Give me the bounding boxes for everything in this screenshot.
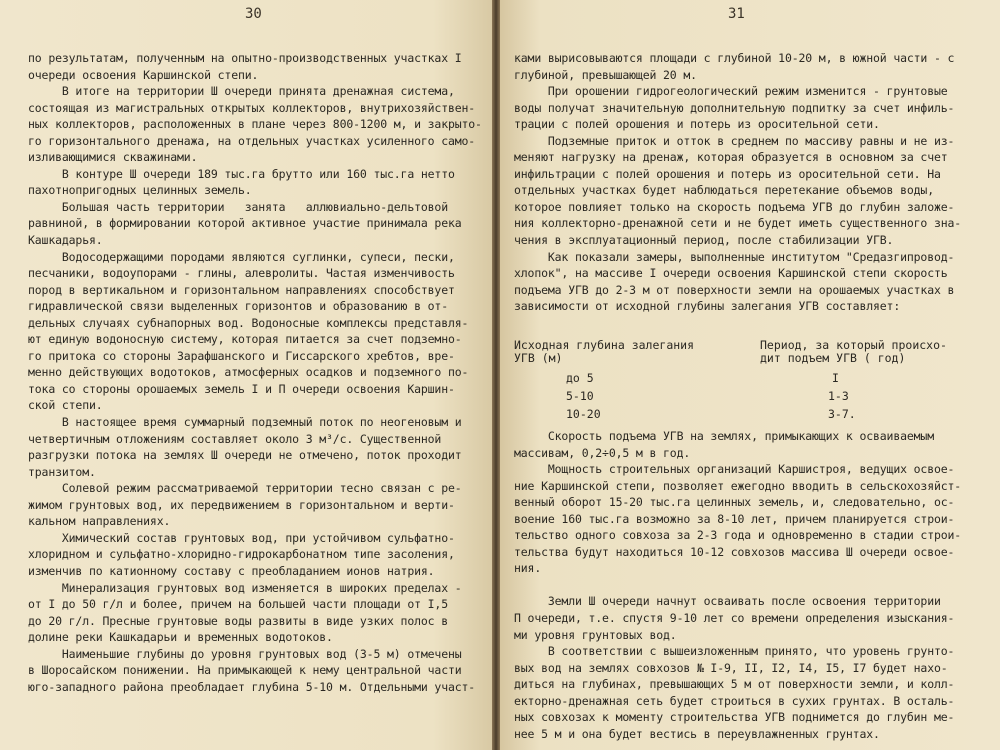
text-line: по результатам, полученным на опытно-производственных участках I <box>28 51 462 65</box>
text-line: Как показали замеры, выполненные институтом "Средазгипровод- <box>514 249 955 264</box>
text-line: жимом грунтовых вод, их передвижением в горизонтальном и верти- <box>28 497 455 512</box>
text-line: Солевой режим рассматриваемой территории тесно связан с ре- <box>28 481 462 496</box>
text-line: хлопок", на массиве I очереди освоения Каршинской степи скорость <box>514 266 948 281</box>
text-line: меняют нагрузку на дренаж, которая образуется в основном за счет <box>514 150 948 165</box>
text-line: дельных случаях субнапорных вод. Водоносные комплексы представля- <box>28 315 469 330</box>
text-line: Кашкадарья. <box>28 233 103 248</box>
text-line: ния. <box>514 561 542 576</box>
text-line: равниной, в формировании которой активное участие принимала река <box>28 216 462 231</box>
text-line: чения в эксплуатационный период, после стабилизации УГВ. <box>514 233 894 248</box>
right-page <box>500 0 1000 750</box>
text-line: до 20 г/л. Пресные грунтовые воды развиты в виде узких полос в <box>28 613 448 628</box>
text-line: которое повлияет только на скорость подъема УГВ до глубин заложе- <box>514 199 955 214</box>
book-gutter <box>492 0 500 750</box>
text-line: зависимости от исходной глубины залегания УГВ составляет: <box>514 299 901 314</box>
text-line: ния коллекторно-дренажной сети и не будет иметь существенного зна- <box>514 216 962 231</box>
text-line: отдельных участках будет наблюдаться перетекание объемов воды, <box>514 183 934 198</box>
text-line: ных совхозах к моменту строительства УГВ поднимется до глубин ме- <box>514 710 955 725</box>
page-number: 31 <box>728 6 745 22</box>
text-line: венный оборот 15-20 тыс.га целинных земель, и, следовательно, ос- <box>514 495 955 510</box>
text-line: долине реки Кашкадарьи и временных водотоков. <box>28 630 333 645</box>
left-page <box>0 0 492 750</box>
text-line: екторно-дренажная сеть будет строиться в сухих грунтах. В осталь- <box>514 693 955 708</box>
text-line <box>514 577 961 594</box>
text-line: Минерализация грунтовых вод изменяется в широких пределах - <box>28 580 462 595</box>
text-line: ных коллекторов, расположенных в плане через 800-1200 м, и закрыто- <box>28 117 482 132</box>
text-line: ской степи. <box>28 398 103 413</box>
text-line: П очереди, т.е. спустя 9-10 лет со времени определения изыскания- <box>514 611 955 626</box>
text-line: Большая часть территории занята аллювиально-дельтовой <box>28 199 448 214</box>
page-body <box>514 428 961 742</box>
text-line: Скорость подъема УГВ на землях, примыкающих к осваиваемым <box>514 429 934 443</box>
text-line: Мощность строительных организаций Каршистроя, ведущих освое- <box>514 462 955 477</box>
text-line: гидравлической связи выделенных горизонтов и образованию в от- <box>28 299 448 314</box>
page-number: 30 <box>245 6 262 22</box>
page-body <box>28 50 482 695</box>
text-line: массивам, 0,2÷0,5 м в год. <box>514 445 691 460</box>
text-line: В соответствии с вышеизложенным принято, что уровень грунто- <box>514 644 955 659</box>
text-line: кальном направлениях. <box>28 514 171 529</box>
text-line: пахотнопригодных целинных земель. <box>28 183 252 198</box>
text-line: тельства будут находиться 10-12 совхозов массива Ш очереди освое- <box>514 544 955 559</box>
text-line: Подземные приток и отток в среднем по массиву равны и не из- <box>514 133 955 148</box>
text-line: тельство одного совхоза за 2-3 года и одновременно в стадии строи- <box>514 528 962 543</box>
table-cell-period: 1-3 <box>828 389 849 403</box>
table-cell-depth: до 5 <box>566 371 594 385</box>
text-line: го притока со стороны Зарафшанского и Гиссарского хребтов, вре- <box>28 348 455 363</box>
text-line: воды получат значительную дополнительную подпитку за счет инфиль- <box>514 100 955 115</box>
text-line: состоящая из магистральных открытых коллекторов, внутрихозяйствен- <box>28 100 476 115</box>
text-line: подъема УГВ до 2-3 м от поверхности земли на орошаемых участках в <box>514 282 955 297</box>
text-line: менно действующих водотоков, атмосферных осадков и подземного по- <box>28 365 469 380</box>
text-line: ками вырисовываются площади с глубиной 10-20 м, в южной части - с <box>514 51 955 65</box>
text-line: ние Каршинской степи, позволяет ежегодно вводить в сельскохозяйст- <box>514 478 962 493</box>
text-line: Водосодержащими породами являются суглинки, супеси, пески, <box>28 249 455 264</box>
text-line: В итоге на территории Ш очереди принята дренажная система, <box>28 84 455 99</box>
table-cell-period: 3-7. <box>828 407 856 421</box>
text-line: ми уровня грунтовых вод. <box>514 627 677 642</box>
table-cell-depth: 10-20 <box>566 407 601 421</box>
text-line: вых вод на землях совхозов № I-9, II, I2, I4, I5, I7 будет нахо- <box>514 660 948 675</box>
text-line: В контуре Ш очереди 189 тыс.га брутто или 160 тыс.га нетто <box>28 166 455 181</box>
text-line: инфильтрации с полей орошения и потерь из оросительной сети. На <box>514 166 941 181</box>
text-line: При орошении гидрогеологический режим изменится - грунтовые <box>514 84 948 99</box>
text-line: трации с полей орошения и потерь из оросительной сети. <box>514 117 880 132</box>
table-cell-depth: 5-10 <box>566 389 594 403</box>
table-cell-period: I <box>832 371 839 385</box>
text-line: нее 5 м и она будет вестись в переувлажненных грунтах. <box>514 726 880 741</box>
text-line: глубиной, превышающей 20 м. <box>514 67 697 82</box>
text-line: изливающимися скважинами. <box>28 150 198 165</box>
page-body <box>514 50 961 315</box>
text-line: Наименьшие глубины до уровня грунтовых вод (3-5 м) отмечены <box>28 646 462 661</box>
text-line: диться на глубинах, превышающих 5 м от поверхности земли, и колл- <box>514 677 955 692</box>
text-line: го горизонтального дренажа, на отдельных участках усиленного само- <box>28 133 476 148</box>
text-line: В настоящее время суммарный подземный поток по неогеновым и <box>28 415 462 430</box>
text-line: очереди освоения Каршинской степи. <box>28 67 259 82</box>
text-line: четвертичным отложениям составляет около 3 м³/с. Существенной <box>28 431 442 446</box>
text-line: юго-западного района преобладает глубина 5-10 м. Отдельными участ- <box>28 679 476 694</box>
text-line: хлоридном и сульфатно-хлоридно-гидрокарбонатном типе засоления, <box>28 547 455 562</box>
text-line: песчаники, водоупорами - глины, алевролиты. Частая изменчивость <box>28 266 455 281</box>
text-line: Земли Ш очереди начнут осваивать после освоения территории <box>514 594 941 609</box>
text-line: тока со стороны орошаемых земель I и П очереди освоения Каршин- <box>28 381 455 396</box>
text-line: в Шоросайском понижении. На примыкающей к нему центральной части <box>28 663 462 678</box>
text-line: разгрузки потока на землях Ш очереди не отмечено, поток проходит <box>28 448 462 463</box>
text-line: воение 160 тыс.га возможно за 8-10 лет, причем планируется строи- <box>514 511 955 526</box>
table-header-period: Период, за который происхо- дит подъем УГВ ( год) <box>760 338 947 365</box>
text-line: транзитом. <box>28 464 96 479</box>
table-header-depth: Исходная глубина залегания УГВ (м) <box>514 338 695 365</box>
text-line: от I до 50 г/л и более, причем на большей части площади от I,5 <box>28 597 448 612</box>
text-line: ют единую водоносную систему, которая питается за счет подземно- <box>28 332 462 347</box>
text-line: пород в вертикальном и горизонтальном направлениях способствует <box>28 282 455 297</box>
text-line: изменчив по катионному составу с преобладанием ионов натрия. <box>28 563 435 578</box>
text-line: Химический состав грунтовых вод, при устойчивом сульфатно- <box>28 530 455 545</box>
